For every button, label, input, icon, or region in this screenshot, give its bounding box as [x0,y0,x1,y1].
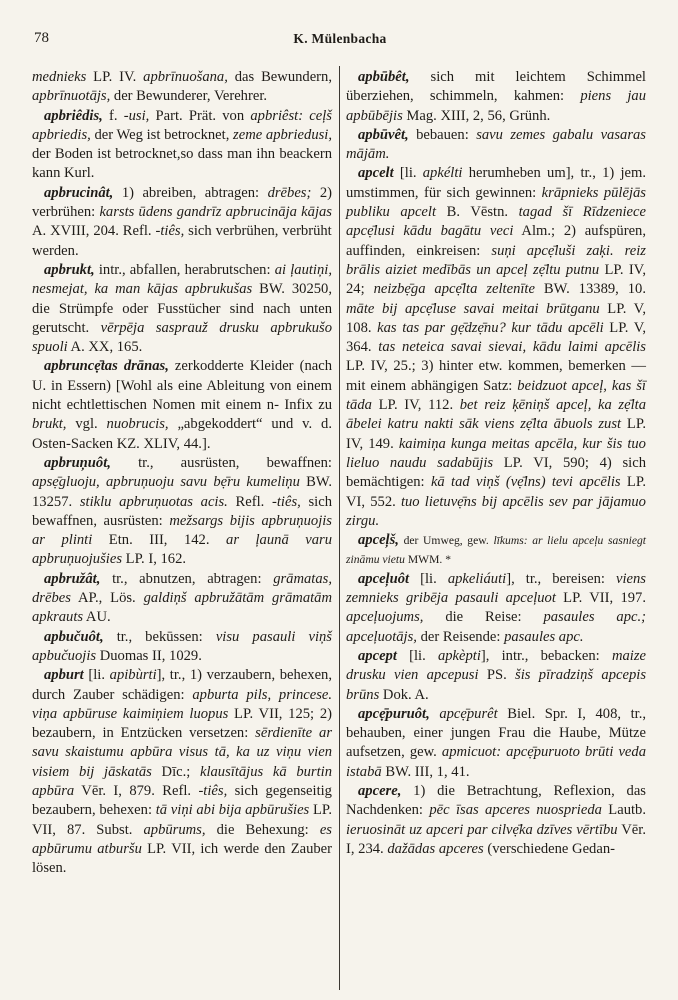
entry-text: sich gegenseitig bezaubern, behexen: [32,782,332,819]
entry-text: f. [102,107,124,124]
entry-example: -tiês, [272,493,301,510]
entry-text: sich mit leichtem Schimmel überziehen, schimmeln, kahmen: [346,69,646,105]
entry-example: apkeliáuti [447,570,507,587]
entry-example: maize drusku vien apcepusi [346,647,646,684]
entry-text: LP. IV. [86,69,144,85]
entry-text: Lautb. [601,802,646,819]
dictionary-entry [346,782,646,859]
dictionary-entry [32,261,332,357]
dictionary-entry [346,705,646,782]
entry-text: BW. 30250, die Strümpfe oder Fusstücher sind nach unten gerutscht. [32,281,332,336]
entry-text: Dok. A. [379,686,429,703]
entry-headword: apbrukt, [44,261,95,278]
entry-text: Part. Prät. von [149,107,251,124]
entry-text: [li. [83,667,110,684]
entry-text: 1) abreiben, abtragen: [113,184,268,201]
entry-example: šis pīradziņš apcepis brūns [346,667,646,703]
entry-text: LP. I, 162. [122,551,187,568]
entry-example: mežsargs bijis apbruņuojis ar plinti [32,512,332,549]
entry-example: galdiņš apbružātām grāmatām apkrauts [32,590,333,626]
running-head: K. Mülenbacha [293,31,387,46]
entry-text: Vēr. I, 879. Refl. [74,782,199,799]
entry-example: neizbẹ̄ga apcẹ̄lta zeltenīte [373,281,535,298]
entry-text: der Weg ist betrocknet, [90,126,234,143]
entry-text: 2) verbrühen: [32,184,332,221]
entry-text: Duomas II, 1029. [96,647,202,664]
dictionary-entry [346,126,646,165]
entry-text: intr., abfallen, herabrutschen: [94,261,275,278]
right-column [346,68,646,992]
left-column [32,68,332,992]
entry-text: Dīc.; [151,763,200,780]
entry-example: es apbūrumu atburšu [32,821,332,857]
entry-text: Etn. III, 142. [92,532,227,549]
entry-example: apceļuojums, [346,609,424,626]
entry-example: nuobrucis, [106,416,169,433]
entry-example: vērpēja sasprauž drusku apbrukušo spuoli [32,319,332,356]
entry-example: tagad šī Rīdzeniece apcẹ̄lusi kādu bagātu veci [346,204,646,240]
entry-example: pasaules apc. [504,628,584,645]
entry-example: apbrīnuošana, [143,69,228,85]
entry-headword: apbūbêt, [358,69,410,85]
entry-text: LP. VII, 197. [555,590,646,607]
entry-text: Mag. XIII, 2, 56, Grünh. [402,107,551,124]
entry-example: ar ļaunā varu apbruņuojušies [32,532,332,568]
entry-example: tā viņi abi bija apbūrušies [155,802,310,819]
entry-note: MWM. * [404,553,451,567]
entry-text: der Bewunderer, Verehrer. [110,88,268,105]
entry-example: apsẹ̄gluoju, apbruņuoju savu bẹ̄ru kumeliņu [32,474,300,491]
entry-text: BW. III, 1, 41. [381,763,470,780]
entry-headword: apbučuôt, [44,628,104,645]
entry-text: ], tr., 1) verzaubern, behexen, durch Zauber schädigen: [32,667,332,703]
entry-text: zerkodderte Kleider (nach U. in Essern) [Wohl als eine Ableitung von einem nicht echtlettischen Nomen mit einem n- Infix zu [32,358,332,414]
dictionary-entry [346,164,646,531]
entry-example: viens zemnieks gribēja pasauli apceļuot [346,570,646,607]
entry-example: beidzuot apceļ, kas šī tāda [346,377,646,414]
entry-headword: apbriêdis, [44,107,103,124]
entry-example: apmicuot: apcẹ̄puruoto brūti veda istabā [346,744,646,780]
entry-example: tuo lietuvẹ̄ns bij apcēlis sev par jājamuo zirgu. [346,493,646,529]
entry-example: sērdienīte ar savu skaistumu apbūra visus tā, ka uz viņu vien visiem bij jāskatās [32,725,332,780]
entry-text: tr., ausrüsten, bewaffnen: [110,454,332,471]
column-divider [339,66,340,990]
entry-text: die Reise: [423,609,544,626]
entry-text: der Boden ist betrocknet,so dass man ihn beackern kann Kurl. [32,146,332,182]
dictionary-entry [32,666,332,878]
dictionary-entry [346,570,646,647]
entry-example: klausītājus kā burtin apbūra [32,763,332,799]
entry-example: apcẹ̄purêt [429,705,498,722]
entry-text: das Bewundern, [227,69,332,85]
entry-example: ieruosināt uz apceri par cilvẹ̄ka dzīves vērtību [346,821,618,838]
entry-example: tas neteica savai sievai, kādu laimi apcēlis [378,339,646,356]
entry-example: visu pasauli viņš apbučuojis [32,628,332,664]
entry-example: mednieks [32,69,87,85]
dictionary-entry [32,107,332,184]
entry-text: [li. [396,647,438,664]
entry-headword: apcept [358,647,397,664]
entry-text: LP. IV, 24; [346,261,646,298]
entry-example: māte bij apcẹ̄luse savai meitai brūtganu [346,300,600,317]
entry-example: kaimiņa kunga meitas apcēla, kur šis tuo lieluo naudu sadabūjis [346,435,646,471]
page-header [34,30,646,52]
entry-example: -tiês, [155,223,185,240]
entry-text: LP. VI, 552. [346,474,646,510]
dictionary-entry [32,357,332,453]
dictionary-entry [32,184,332,261]
entry-text: BW. 13257. [32,474,332,510]
entry-headword: apcẹ̄puruôt, [358,705,430,722]
entry-text: PS. [478,667,516,684]
entry-text: LP. IV, 149. [346,416,646,452]
dictionary-entry [32,570,332,628]
entry-text: BW. 13389, 10. [534,281,647,298]
dictionary-entry [346,68,646,126]
entry-example: -tiês, [198,782,228,799]
entry-headword: apcelt [358,165,394,182]
entry-example: krāpnieks pūlējās publiku apcelt [346,184,646,221]
entry-text: [li. [393,165,423,182]
entry-text: tr., bekūssen: [103,628,216,645]
entry-text: herumheben um], tr., 1) jem. umstimmen, für sich gewinnen: [346,165,646,201]
entry-example: suņi apcẹ̄luši zaķi. reiz brālis aiziet medībās un apceļ zẹ̄ltu putnu [346,242,646,278]
entry-text: der Reisende: [416,628,505,645]
entry-example: stiklu apbruņuotas acis. [79,493,228,510]
entry-text: Alm.; 2) aufspüren, auffinden, einkreisen: [346,223,646,259]
entry-note: der Umweg, gew. [398,534,494,548]
entry-text: ], intr., bebacken: [480,647,612,664]
entry-text: „abgekoddert“ und v. d. Osten-Sacken KZ. XLIV, 44.]. [32,416,332,452]
entry-example: kā tad viņš (vẹ̄lns) tevi apcēlis [430,474,621,491]
entry-text: A. XX, 165. [67,339,143,356]
dictionary-entry [32,454,332,570]
entry-text: LP. VII, 87. Subst. [32,802,333,838]
entry-example: brukt, [32,416,67,433]
entry-text: Vēr. I, 234. [346,821,646,857]
entry-example: ai ļautiņi, nesmejat, ka man kājas apbrukušas [32,261,332,298]
entry-text: (verschiedene Gedan- [483,840,615,857]
entry-text: die Behexung: [205,821,320,838]
entry-example: apbriêst: ceļš apbriedis, [32,107,332,143]
entry-example: bet reiz ķēniņš apceļ, ka zẹ̄lta ābelei katru nakti sāk viens zẹ̄lta ābuols zust [346,397,646,433]
entry-example: dažādas apceres [387,840,484,857]
entry-text: ], tr., bereisen: [506,570,616,587]
entry-headword: apceļuôt [358,570,410,587]
entry-example: -usi, [123,107,150,124]
entry-text: LP. IV, 112. [371,397,460,414]
entry-example: apburta pils, princese. viņa apbūruse kaimiņiem luopus [32,686,332,722]
entry-example: apbrīnuotājs, [32,88,111,105]
entry-text: A. XVIII, 204. Refl. [32,223,156,240]
entry-text: Biel. Spr. I, 408, tr., behauben, einer jungen Frau die Haube, Mütze aufsetzen, gew. [346,705,646,761]
entry-text: AU. [83,609,111,626]
entry-example: pēc īsas apceres nuosprieda [429,802,602,819]
entry-text: sich verbrühen, verbrüht werden. [32,223,332,259]
entry-text: LP. VII, ich werde den Zauber lösen. [32,840,333,877]
page-number: 78 [34,30,49,46]
entry-example: grāmatas, drēbes [32,570,332,607]
entry-example: zeme apbriedusi, [233,126,332,143]
entry-text: [li. [409,570,448,587]
entry-example: kas tas par gẹ̄dzẹ̄nu? kur tādu apcēli [377,319,604,336]
entry-text: 1) die Betrachtung, Reflexion, das Nachdenken: [346,782,646,819]
dictionary-entry [346,647,646,705]
entry-text: tr., abnutzen, abtragen: [100,570,274,587]
entry-text: AP., Lös. [70,590,144,607]
dictionary-entry [32,68,332,107]
entry-text: sich bewaffnen, ausrüsten: [32,493,332,529]
entry-text: LP. IV, 25.; 3) hinter etw. kommen, bemerken — mit einem abhängigen Satz: [346,358,646,394]
entry-headword: apcere, [358,782,402,799]
entry-text: vgl. [66,416,107,433]
dictionary-entry [346,531,646,570]
entry-example: savu zemes gabalu vasaras mājām. [346,126,646,163]
entry-example: apkélti [422,165,463,182]
entry-headword: apburt [44,667,84,684]
dictionary-entry [32,628,332,667]
entry-text: LP. VII, 125; 2) bezaubern, in Entzücken versetzen: [32,705,332,742]
entry-headword: apceļš, [358,532,399,549]
entry-headword: apbūvêt, [358,126,409,143]
entry-note-example: līkums: ar lielu apceļu sasniegt zināmu vietu [346,534,647,567]
entry-example: karsts ūdens gandrīz apbrucināja kājas [99,204,332,221]
entry-text: B. Vēstn. [436,204,519,221]
entry-text: LP. VI, 590; 4) sich bemächtigen: [346,454,646,491]
entry-text: LP. V, 108. [346,300,646,336]
entry-headword: apbružât, [44,570,101,587]
entry-example: apibùrti [109,667,157,684]
entry-example: drēbes; [267,184,312,201]
entry-example: apkèpti [437,647,481,664]
entry-example: apbūrums, [143,821,206,838]
entry-text: LP. V, 364. [346,319,646,356]
entry-text: Refl. [227,493,272,510]
entry-example: pasaules apc.; apceļuotājs, [346,609,646,645]
entry-headword: apbruncẹ̄tas drānas, [44,358,169,375]
entry-headword: apbruņuôt, [44,454,111,471]
entry-headword: apbrucinât, [44,184,114,201]
entry-example: piens jau apbūbējis [346,88,647,124]
entry-text: bebauen: [408,126,477,143]
